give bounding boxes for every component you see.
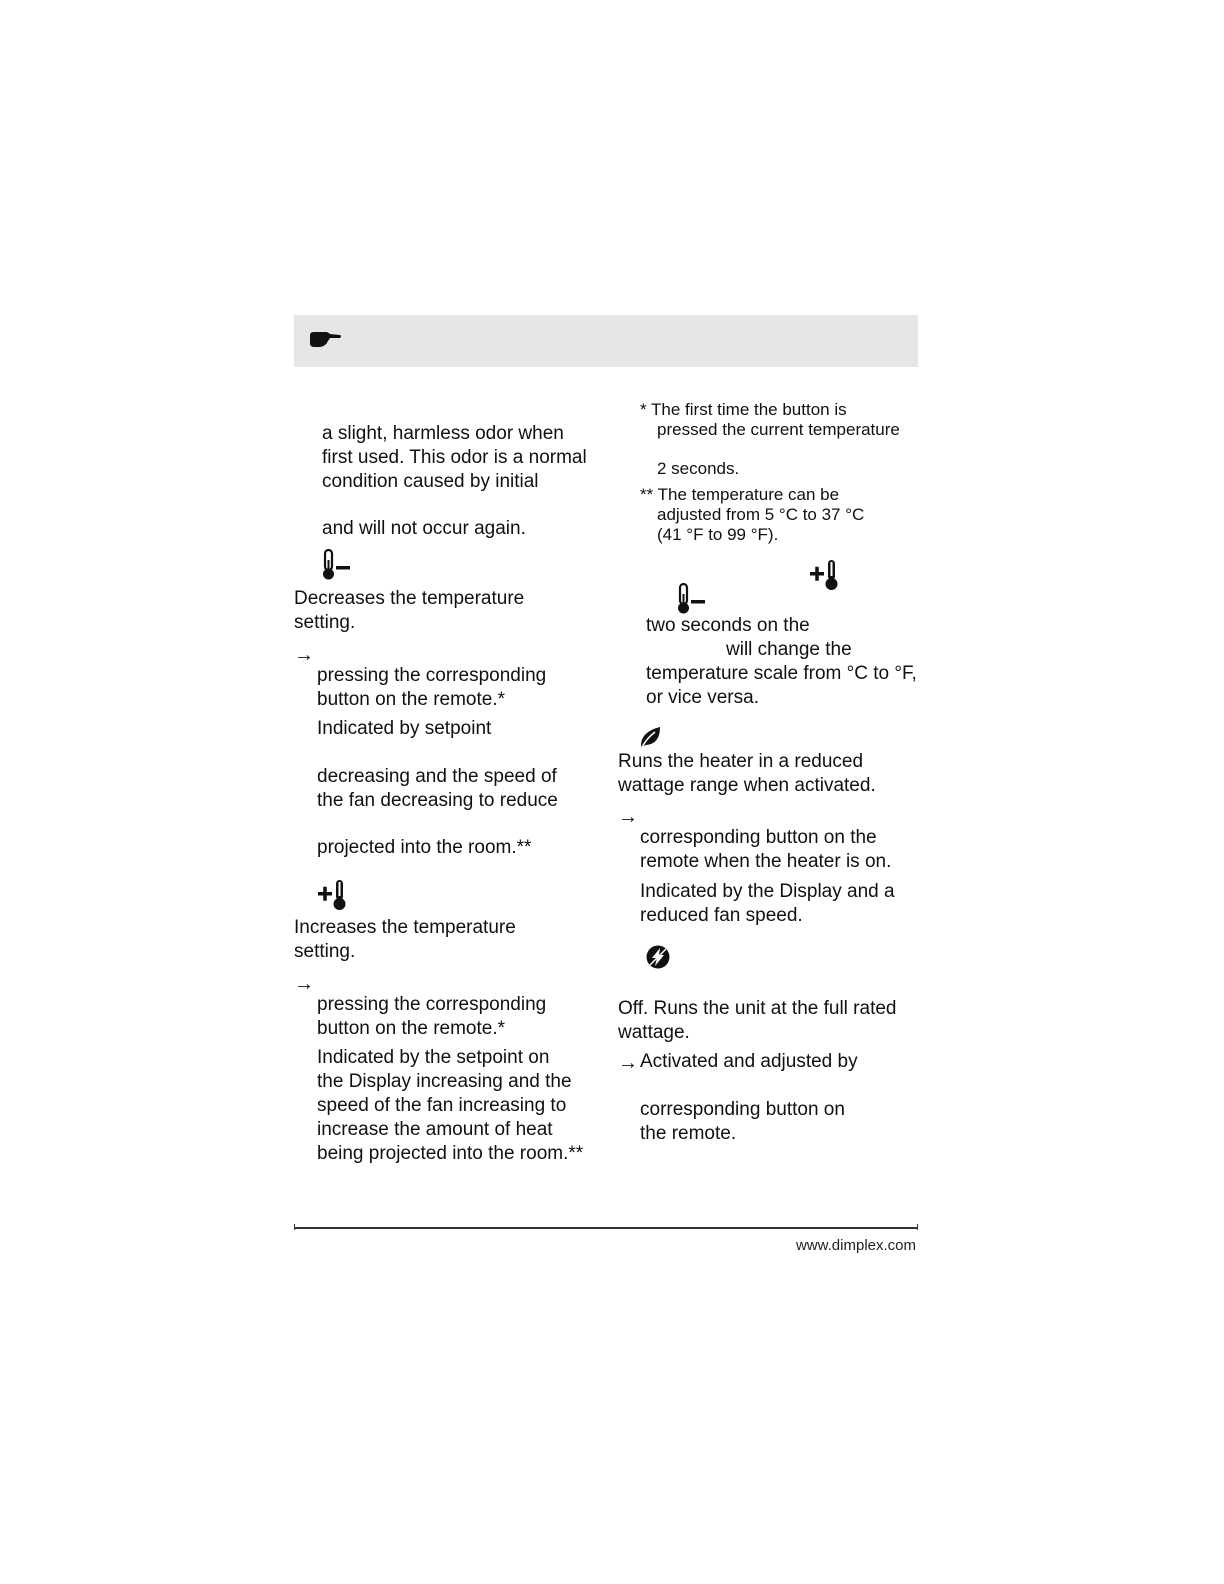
eco-heading-2: wattage range when activated.: [618, 775, 876, 796]
arrow-icon: →: [618, 1052, 638, 1074]
temp-down-bullet-6: projected into the room.**: [317, 837, 532, 858]
footnote-line-5: adjusted from 5 °C to 37 °C: [657, 505, 865, 524]
footnote-line-2: pressed the current temperature: [657, 420, 900, 439]
pointing-hand-icon: [308, 329, 342, 351]
footer-url[interactable]: www.dimplex.com: [795, 1237, 916, 1254]
eco-bullet-3: Indicated by the Display and a: [640, 881, 895, 902]
boost-heading-2: wattage.: [618, 1022, 690, 1043]
temp-down-bullet-3: Indicated by setpoint: [317, 718, 492, 739]
arrow-icon: →: [294, 973, 314, 995]
note-bar: [294, 315, 918, 367]
temp-down-heading-2: setting.: [294, 612, 356, 633]
temp-up-heading-1: Increases the temperature: [294, 917, 516, 938]
temperature-down-icon: [675, 582, 709, 616]
boost-bullet-2: corresponding button on: [640, 1099, 845, 1120]
leaf-icon: [638, 724, 664, 750]
boost-bolt-icon: [645, 944, 671, 970]
temperature-down-icon: [320, 548, 354, 582]
temp-down-bullet-5: the fan decreasing to reduce: [317, 790, 558, 811]
scale-line-3: temperature scale from °C to °F,: [646, 663, 917, 684]
intro-line-3: condition caused by initial: [322, 471, 539, 492]
eco-bullet-2: remote when the heater is on.: [640, 851, 892, 872]
temperature-up-icon: [316, 878, 352, 912]
temp-down-bullet-4: decreasing and the speed of: [317, 766, 557, 787]
boost-bullet-3: the remote.: [640, 1123, 737, 1144]
temperature-up-icon: [808, 558, 844, 592]
temp-up-bullet-1: pressing the corresponding: [317, 994, 547, 1015]
temp-down-heading-1: Decreases the temperature: [294, 588, 525, 609]
footnote-line-1: * The first time the button is: [640, 400, 847, 419]
footnote-line-6: (41 °F to 99 °F).: [657, 525, 779, 544]
scale-line-2: will change the: [726, 639, 852, 660]
temp-up-bullet-6: increase the amount of heat: [317, 1119, 553, 1140]
arrow-icon: →: [618, 806, 638, 828]
temp-down-bullet-1: pressing the corresponding: [317, 665, 547, 686]
boost-bullet-1: Activated and adjusted by: [640, 1051, 858, 1072]
eco-bullet-1: corresponding button on the: [640, 827, 877, 848]
temp-up-bullet-2: button on the remote.*: [317, 1018, 506, 1039]
scale-line-1: two seconds on the: [646, 615, 810, 636]
temp-up-bullet-7: being projected into the room.**: [317, 1143, 584, 1164]
intro-line-4: and will not occur again.: [322, 518, 526, 539]
intro-line-2: first used. This odor is a normal: [322, 447, 587, 468]
boost-heading-1: Off. Runs the unit at the full rated: [618, 998, 897, 1019]
scale-line-4: or vice versa.: [646, 687, 759, 708]
intro-line-1: a slight, harmless odor when: [322, 423, 564, 444]
footnote-line-4: ** The temperature can be: [640, 485, 840, 504]
arrow-icon: →: [294, 644, 314, 666]
footnote-line-3: 2 seconds.: [657, 459, 740, 478]
temp-up-bullet-3: Indicated by the setpoint on: [317, 1047, 550, 1068]
temp-up-heading-2: setting.: [294, 941, 356, 962]
eco-heading-1: Runs the heater in a reduced: [618, 751, 864, 772]
temp-up-bullet-5: speed of the fan increasing to: [317, 1095, 567, 1116]
temp-up-bullet-4: the Display increasing and the: [317, 1071, 572, 1092]
eco-bullet-4: reduced fan speed.: [640, 905, 803, 926]
footer-rule: [294, 1227, 918, 1229]
temp-down-bullet-2: button on the remote.*: [317, 689, 506, 710]
